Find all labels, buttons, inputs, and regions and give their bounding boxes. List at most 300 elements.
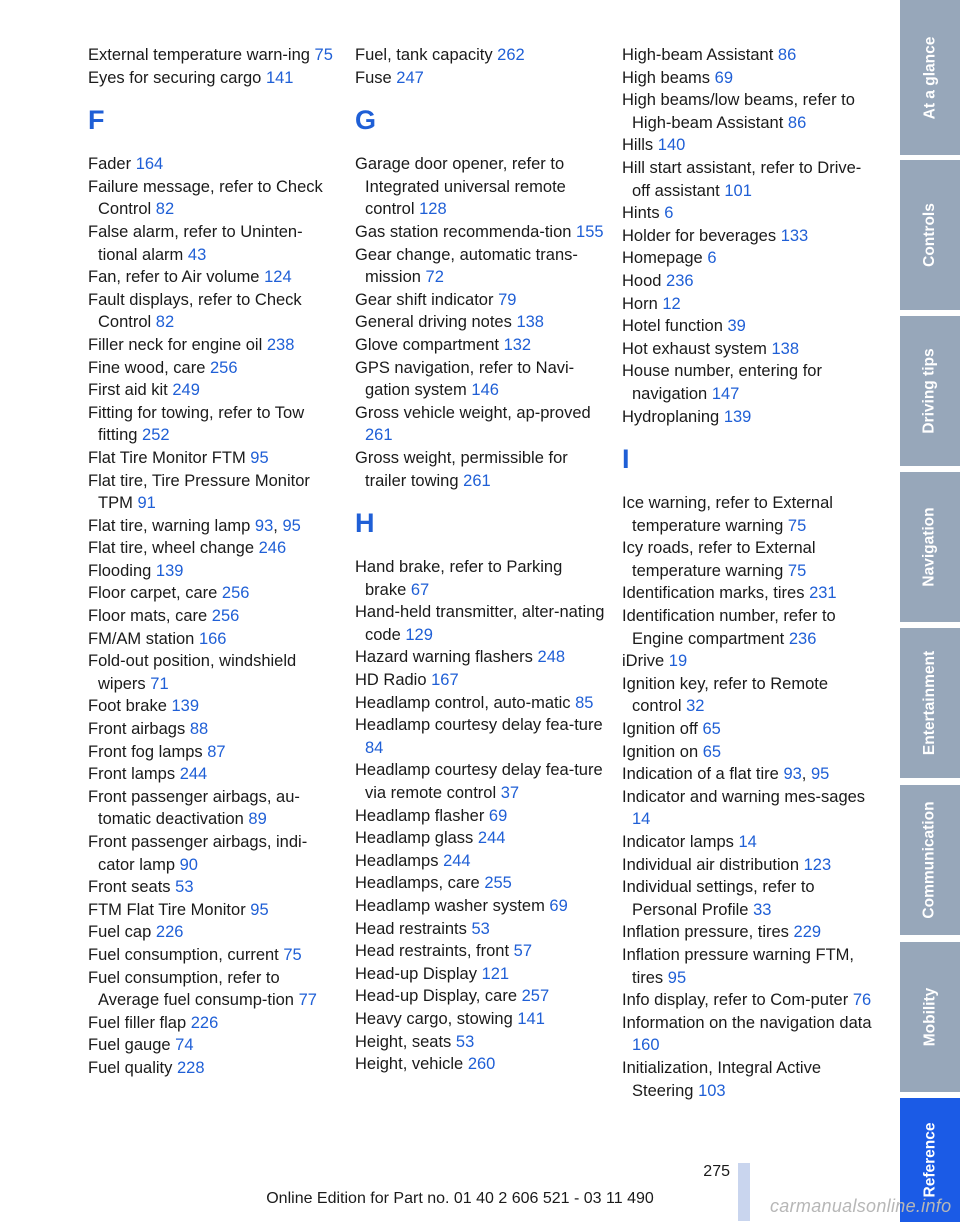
index-term: Hotel function — [622, 317, 723, 336]
index-term: Fuel cap — [88, 923, 152, 942]
index-term: Flat tire, Tire Pressure Monitor TPM — [88, 471, 310, 513]
index-term: Hand brake, refer to Parking brake — [355, 558, 563, 599]
index-term: Info display, refer to Com-puter — [622, 991, 849, 1010]
index-entry — [355, 985, 605, 1008]
index-entry — [88, 176, 338, 221]
page-link[interactable]: 86 — [787, 113, 807, 132]
page-link[interactable]: 87 — [207, 742, 226, 761]
page-link[interactable]: 14 — [738, 833, 757, 851]
index-term: First aid kit — [88, 381, 168, 400]
index-term: High beams — [622, 68, 711, 87]
page-link[interactable]: 75 — [314, 46, 333, 64]
index-entry — [622, 225, 872, 248]
page-link[interactable]: 76 — [852, 991, 872, 1010]
index-term: Headlamp courtesy delay fea-ture via remote control — [355, 761, 603, 803]
page-link[interactable]: 37 — [500, 784, 520, 803]
index-entry — [88, 537, 338, 560]
index-entry — [622, 921, 872, 944]
index-entry — [355, 289, 605, 312]
page-link[interactable]: 71 — [150, 674, 169, 693]
index-entry — [622, 247, 872, 270]
page-link[interactable]: 85 — [575, 693, 594, 712]
index-entry — [355, 447, 605, 492]
page-link[interactable]: 6 — [707, 249, 717, 268]
index-entry — [355, 963, 605, 986]
index-term: Front passenger airbags, indi-cator lamp — [88, 833, 308, 874]
index-term: Gross weight, permissible for trailer towing — [355, 448, 568, 490]
index-entry — [355, 402, 605, 447]
index-entry — [88, 718, 338, 741]
page-link[interactable]: 262 — [497, 46, 525, 64]
page-link[interactable]: 164 — [135, 155, 164, 174]
index-term: Hills — [622, 136, 654, 155]
index-entry — [88, 44, 338, 67]
index-term: Individual settings, refer to Personal Profile — [622, 878, 815, 919]
index-term: Ice warning, refer to External temperature warning — [622, 494, 833, 535]
index-entry — [355, 334, 605, 357]
index-entry — [622, 582, 872, 605]
index-entry — [622, 1057, 872, 1102]
index-entry — [88, 876, 338, 899]
page-link[interactable]: 32 — [686, 697, 705, 716]
section-letter: H — [355, 508, 375, 539]
page-link[interactable]: 124 — [264, 268, 292, 287]
page-link[interactable]: 19 — [668, 652, 688, 671]
page-link[interactable]: 88 — [189, 720, 209, 739]
index-entry — [622, 202, 872, 225]
page-link[interactable]: 139 — [155, 561, 184, 580]
index-term: Hazard warning flashers — [355, 648, 533, 667]
page-link[interactable]: 260 — [467, 1055, 496, 1074]
page-link[interactable]: 103 — [698, 1081, 726, 1100]
page-link[interactable]: 53 — [471, 919, 490, 938]
page-link[interactable]: 72 — [425, 268, 444, 287]
index-entry — [622, 270, 872, 293]
page-link[interactable]: 139 — [723, 407, 752, 426]
page-link[interactable]: 89 — [248, 810, 267, 829]
index-entry — [88, 831, 338, 876]
index-term: GPS navigation, refer to Navi-gation system — [355, 358, 575, 400]
page-separator: , — [801, 765, 807, 784]
index-entry — [88, 334, 338, 357]
page-link[interactable]: 128 — [419, 200, 447, 219]
index-term: Fuse — [355, 68, 392, 87]
page-link[interactable]: 14 — [632, 810, 651, 829]
page-link[interactable]: 43 — [187, 245, 207, 264]
page-link[interactable]: 255 — [484, 874, 512, 893]
index-entry — [622, 293, 872, 316]
page-link[interactable]: 121 — [481, 964, 510, 983]
index-entry — [355, 67, 605, 90]
index-entry — [88, 741, 338, 764]
index-term: General driving notes — [355, 313, 512, 332]
index-entry — [88, 605, 338, 628]
index-term: Front airbags — [88, 720, 186, 739]
chapter-tab-navigation[interactable] — [900, 472, 960, 622]
index-entry — [622, 406, 872, 429]
page-link[interactable]: 132 — [503, 335, 532, 354]
index-term: Gas station recommenda-tion — [355, 222, 572, 241]
page-link[interactable]: 95 — [282, 516, 301, 535]
index-term: Flooding — [88, 561, 152, 580]
index-entry — [355, 872, 605, 895]
page-link[interactable]: 75 — [787, 561, 807, 580]
page-link[interactable]: 256 — [221, 584, 250, 603]
chapter-tab-label: Navigation — [921, 507, 939, 587]
index-term: Fader — [88, 155, 132, 174]
index-entry — [622, 741, 872, 764]
index-term: High beams/low beams, refer to High-beam Assistant — [622, 91, 855, 132]
chapter-tab-label: Mobility — [921, 987, 938, 1047]
page-link[interactable]: 12 — [662, 294, 681, 313]
index-term: iDrive — [622, 652, 665, 671]
index-entry — [622, 315, 872, 338]
page-link[interactable]: 75 — [787, 516, 807, 535]
index-term: FM/AM station — [88, 629, 195, 648]
chapter-tab-label: Entertainment — [921, 650, 938, 756]
index-term: Height, seats — [355, 1032, 452, 1051]
index-term: Fuel filler flap — [88, 1013, 187, 1032]
index-entry — [355, 646, 605, 669]
index-entry — [355, 244, 605, 289]
watermark: carmanualsonline.info — [770, 1196, 952, 1216]
index-term: Fuel consumption, refer to Average fuel consump-tion — [88, 968, 294, 1010]
index-term: Identification number, refer to Engine compartment — [622, 607, 836, 648]
page-link[interactable]: 138 — [771, 339, 800, 358]
page-link[interactable]: 246 — [258, 539, 287, 558]
page-link[interactable]: 53 — [455, 1032, 475, 1051]
page-link[interactable]: 257 — [521, 987, 550, 1006]
index-term: Headlamp washer system — [355, 897, 545, 915]
page-link[interactable]: 39 — [727, 317, 746, 336]
index-term: Glove compartment — [355, 335, 499, 354]
page-link[interactable]: 141 — [517, 1009, 545, 1028]
page-link[interactable]: 160 — [632, 1036, 660, 1055]
page-link[interactable]: 244 — [179, 765, 208, 784]
page-link[interactable]: 146 — [471, 381, 499, 400]
index-term: Fuel consumption, current — [88, 945, 279, 964]
page-link[interactable]: 6 — [664, 204, 674, 223]
index-term: Indicator lamps — [622, 833, 734, 851]
index-column-2 — [355, 44, 605, 1076]
index-term: HD Radio — [355, 671, 427, 690]
index-entry — [88, 763, 338, 786]
page-link[interactable]: 261 — [365, 426, 393, 445]
page-link[interactable]: 95 — [250, 448, 269, 467]
index-entry — [622, 876, 872, 921]
page-link[interactable]: 93 — [254, 516, 274, 535]
index-term: Head-up Display — [355, 964, 477, 983]
index-term: Inflation pressure warning FTM, tires — [622, 945, 855, 987]
edition-note: Online Edition for Part no. 01 40 2 606 521 - 03 11 490 — [266, 1190, 654, 1207]
page-link[interactable]: 53 — [175, 878, 194, 897]
index-term: Identification marks, tires — [622, 584, 805, 603]
index-entry — [355, 44, 605, 67]
index-term: Fuel quality — [88, 1058, 173, 1077]
index-entry — [355, 221, 605, 244]
page-link[interactable]: 74 — [175, 1036, 194, 1055]
index-entry — [88, 266, 338, 289]
page-link[interactable]: 231 — [809, 584, 837, 603]
index-term: Ignition on — [622, 742, 699, 761]
index-entry — [88, 289, 338, 334]
index-term: Ignition key, refer to Remote control — [622, 674, 829, 716]
page-link[interactable]: 67 — [410, 580, 430, 599]
index-term: Hydroplaning — [622, 407, 720, 426]
index-term: Fine wood, care — [88, 358, 206, 377]
index-term: Indication of a flat tire — [622, 765, 779, 784]
index-entry — [622, 537, 872, 582]
index-entry — [88, 967, 338, 1012]
page-link[interactable]: 82 — [155, 313, 175, 332]
page-link[interactable]: 256 — [211, 607, 240, 626]
chapter-tab-communication[interactable] — [900, 785, 960, 935]
index-entry — [622, 134, 872, 157]
index-entry — [355, 357, 605, 402]
index-entry — [355, 850, 605, 873]
page-link[interactable]: 33 — [753, 900, 772, 919]
index-term: Fitting for towing, refer to Tow fitting — [88, 403, 305, 445]
page-link[interactable]: 166 — [198, 629, 227, 648]
chapter-tab-label: Reference — [921, 1122, 938, 1198]
page-link[interactable]: 95 — [250, 900, 269, 919]
chapter-tab-at-a-glance[interactable] — [900, 0, 960, 155]
page-link[interactable]: 140 — [657, 136, 686, 155]
index-entry — [88, 1034, 338, 1057]
index-entry — [88, 921, 338, 944]
index-entry — [622, 786, 872, 831]
chapter-tab-label: Driving tips — [921, 348, 939, 434]
section-letter: F — [88, 105, 105, 136]
index-entry — [355, 759, 605, 804]
page-link[interactable]: 75 — [283, 945, 302, 964]
page-link[interactable]: 69 — [714, 68, 733, 87]
index-entry — [88, 515, 338, 538]
page-link[interactable]: 79 — [498, 290, 517, 309]
chapter-tab-entertainment[interactable] — [900, 628, 960, 778]
page-link[interactable]: 95 — [667, 968, 687, 987]
index-entry — [355, 940, 605, 963]
index-entry — [355, 153, 605, 221]
page-link[interactable]: 249 — [172, 381, 200, 400]
index-entry — [88, 379, 338, 402]
index-term: Hand-held transmitter, alter-nating code — [355, 603, 605, 644]
page-link[interactable]: 155 — [576, 222, 604, 241]
index-entry — [355, 918, 605, 941]
page-link[interactable]: 57 — [513, 942, 533, 961]
page-link[interactable]: 244 — [443, 851, 471, 870]
page-link[interactable]: 226 — [190, 1013, 219, 1032]
index-entry — [622, 718, 872, 741]
index-column-1 — [88, 44, 338, 1080]
index-term: False alarm, refer to Uninten-tional alarm — [88, 222, 303, 264]
chapter-tab-label: At a glance — [921, 36, 939, 119]
index-entry — [88, 357, 338, 380]
page-link[interactable]: 91 — [137, 494, 156, 513]
page-link[interactable]: 65 — [702, 742, 722, 761]
index-term: Front lamps — [88, 765, 176, 784]
page-link[interactable]: 256 — [210, 358, 238, 377]
page-link[interactable]: 228 — [176, 1058, 205, 1077]
page-link[interactable]: 82 — [155, 200, 175, 219]
index-term: Icy roads, refer to External temperature warning — [622, 539, 816, 580]
index-term: Gear change, automatic trans-mission — [355, 245, 578, 287]
index-term: Floor mats, care — [88, 607, 208, 626]
index-term: Flat tire, warning lamp — [88, 516, 251, 535]
page-link[interactable]: 95 — [810, 765, 830, 784]
index-term: Horn — [622, 294, 658, 313]
index-entry — [88, 560, 338, 583]
index-entry — [355, 805, 605, 828]
chapter-sidebar — [900, 0, 960, 1222]
index-term: Information on the navigation data — [622, 1013, 872, 1032]
page-link[interactable]: 247 — [396, 68, 424, 87]
index-term: Fault displays, refer to Check Control — [88, 290, 302, 332]
index-term: Filler neck for engine oil — [88, 335, 263, 354]
index-term: Headlamp control, auto-matic — [355, 693, 571, 712]
index-entry — [88, 67, 338, 90]
page-link[interactable]: 226 — [155, 923, 184, 942]
index-entry — [622, 157, 872, 202]
index-term: Fold-out position, windshield wipers — [88, 652, 297, 693]
page-link[interactable]: 84 — [365, 738, 384, 757]
index-entry — [622, 1012, 872, 1057]
chapter-tab-driving-tips[interactable] — [900, 316, 960, 466]
index-entry — [88, 153, 338, 176]
page-link[interactable]: 77 — [298, 991, 317, 1010]
index-entry — [622, 605, 872, 650]
index-column-3 — [622, 44, 872, 1102]
index-entry — [622, 763, 872, 786]
page-link[interactable]: 244 — [477, 829, 506, 848]
index-entry — [622, 944, 872, 989]
index-term: Initialization, Integral Active Steering — [622, 1058, 822, 1100]
page-link[interactable]: 90 — [179, 855, 198, 874]
page-link[interactable]: 129 — [405, 625, 433, 644]
index-term: Front fog lamps — [88, 742, 203, 761]
index-entry — [88, 899, 338, 922]
index-term: Head-up Display, care — [355, 987, 518, 1006]
page-link[interactable]: 147 — [711, 384, 740, 403]
chapter-tab-label: Communication — [921, 801, 938, 919]
index-term: Headlamps, care — [355, 874, 480, 893]
index-term: Indicator and warning mes-sages — [622, 787, 866, 806]
index-entry — [88, 944, 338, 967]
page-link[interactable]: 252 — [142, 426, 170, 445]
page-link[interactable]: 123 — [803, 855, 832, 874]
index-term: External temperature warn-ing — [88, 46, 310, 64]
page-link[interactable]: 133 — [780, 226, 809, 245]
page-link[interactable]: 229 — [793, 923, 822, 942]
page-link[interactable]: 65 — [702, 720, 721, 739]
index-entry — [355, 669, 605, 692]
page-link[interactable]: 167 — [431, 671, 459, 690]
index-term: Head restraints, front — [355, 942, 510, 961]
index-term: Headlamp courtesy delay fea-ture — [355, 716, 603, 735]
page-link[interactable]: 69 — [488, 806, 508, 825]
index-entry — [622, 831, 872, 854]
index-term: High-beam Assistant — [622, 46, 774, 64]
page-number: 275 — [703, 1163, 730, 1180]
index-entry — [622, 492, 872, 537]
index-term: Headlamp flasher — [355, 806, 485, 825]
index-term: Head restraints — [355, 919, 467, 938]
index-entry — [622, 67, 872, 90]
index-term: Fan, refer to Air volume — [88, 268, 260, 287]
index-term: Failure message, refer to Check Control — [88, 177, 323, 219]
index-term: Individual air distribution — [622, 855, 800, 874]
index-entry — [88, 447, 338, 470]
index-term: Headlamps — [355, 851, 439, 870]
index-term: Height, vehicle — [355, 1055, 464, 1074]
page-link[interactable]: 141 — [265, 68, 294, 87]
index-entry — [88, 695, 338, 718]
index-entry — [355, 714, 605, 759]
index-term: Fuel gauge — [88, 1036, 171, 1055]
index-term: Front passenger airbags, au-tomatic deactivation — [88, 787, 300, 829]
page-link[interactable]: 139 — [171, 697, 199, 716]
chapter-tab-label: Controls — [921, 203, 938, 267]
index-term: Front seats — [88, 878, 171, 897]
index-term: Eyes for securing cargo — [88, 68, 262, 87]
page-link[interactable]: 101 — [724, 181, 752, 200]
page-separator: , — [273, 516, 278, 535]
index-term: FTM Flat Tire Monitor — [88, 900, 246, 919]
index-term: Heavy cargo, stowing — [355, 1009, 513, 1028]
index-entry — [622, 673, 872, 718]
index-term: Fuel, tank capacity — [355, 46, 493, 64]
index-entry — [355, 692, 605, 715]
chapter-tab-controls[interactable] — [900, 160, 960, 310]
chapter-tab-mobility[interactable] — [900, 942, 960, 1092]
index-term: Homepage — [622, 249, 703, 268]
page-link[interactable]: 236 — [666, 271, 694, 290]
index-term: Foot brake — [88, 697, 167, 716]
page-link[interactable]: 138 — [516, 313, 544, 332]
index-entry — [622, 338, 872, 361]
index-term: Flat tire, wheel change — [88, 539, 255, 558]
index-term: Hints — [622, 204, 660, 223]
page-link[interactable]: 238 — [266, 335, 295, 354]
page-link[interactable]: 93 — [783, 765, 802, 784]
index-entry — [88, 1057, 338, 1080]
index-term: Ignition off — [622, 720, 698, 739]
index-term: Floor carpet, care — [88, 584, 218, 603]
index-entry — [622, 360, 872, 405]
index-term: Headlamp glass — [355, 829, 474, 848]
index-entry — [355, 556, 605, 601]
index-entry — [355, 311, 605, 334]
index-term: Gross vehicle weight, ap-proved — [355, 403, 591, 422]
index-entry — [88, 582, 338, 605]
index-entry — [355, 1008, 605, 1031]
page-link[interactable]: 248 — [537, 648, 566, 667]
index-entry — [88, 221, 338, 266]
page-link[interactable]: 261 — [463, 471, 491, 490]
index-entry — [622, 650, 872, 673]
index-entry — [355, 1031, 605, 1054]
section-letter: G — [355, 105, 377, 136]
index-term: Gear shift indicator — [355, 290, 494, 309]
page-link[interactable]: 86 — [777, 46, 797, 64]
page-link[interactable]: 236 — [788, 629, 817, 648]
index-entry — [355, 895, 605, 918]
page-link[interactable]: 69 — [549, 897, 568, 915]
index-entry — [88, 402, 338, 447]
index-entry — [622, 854, 872, 877]
index-entry — [622, 89, 872, 134]
index-term: House number, entering for navigation — [622, 362, 822, 403]
